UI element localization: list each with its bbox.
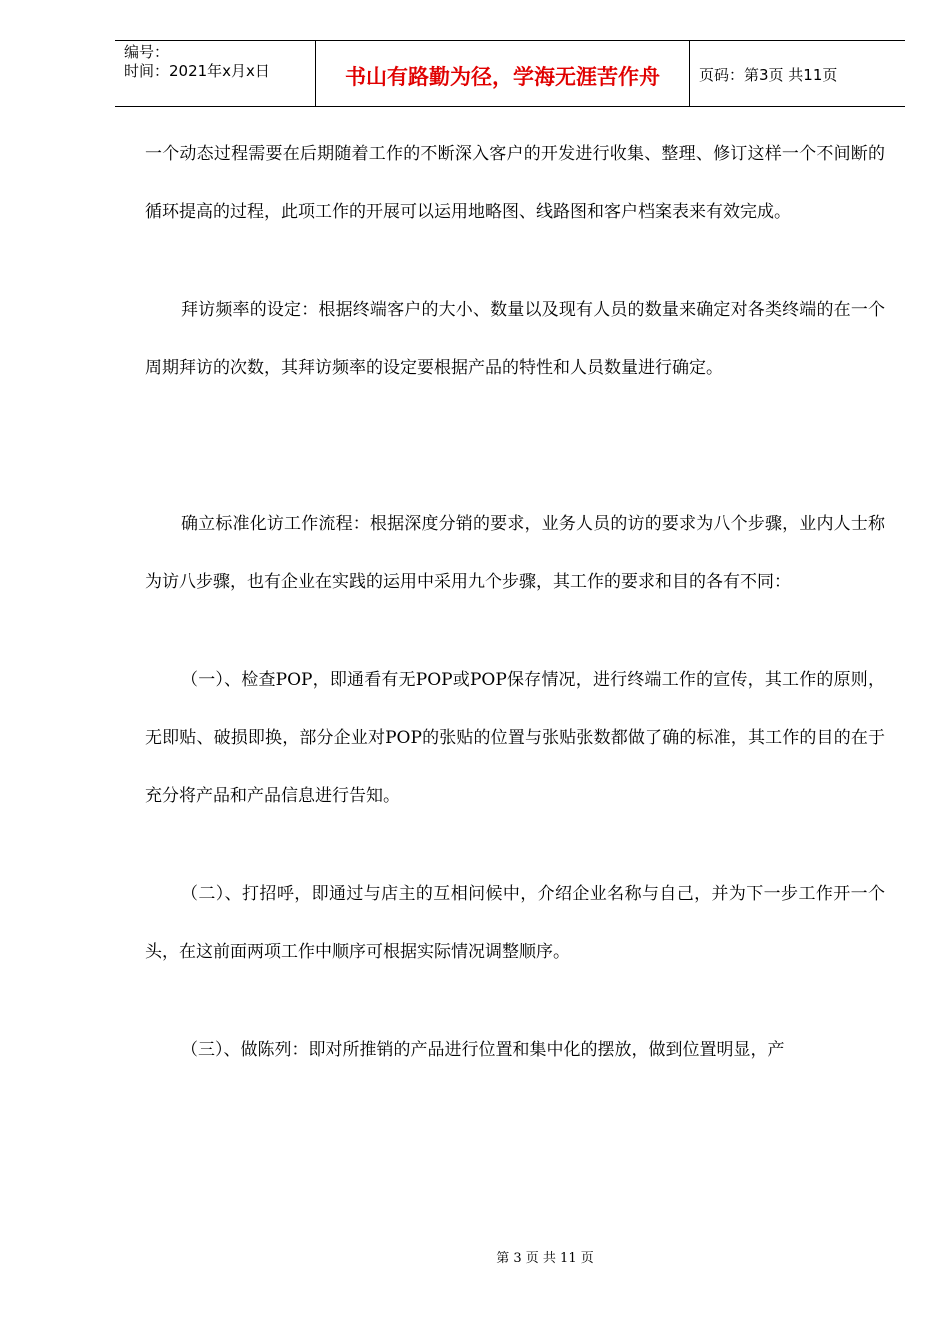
page-info-text: 页码：第3页 共11页 [699, 66, 838, 84]
serial-number-label: 编号： [124, 43, 170, 61]
paragraph-visit-workflow: 确立标准化访工作流程：根据深度分销的要求，业务人员的访的要求为八个步骤，业内人士称为访八步骤，也有企业在实践的运用中采用九个步骤，其工作的要求和目的各有不同： [145, 514, 885, 592]
paragraph-visit-frequency: 拜访频率的设定：根据终端客户的大小、数量以及现有人员的数量来确定对各类终端的在一个周期拜访的次数，其拜访频率的设定要根据产品的特性和人员数量进行确定。 [145, 300, 885, 378]
document-body [145, 125, 885, 1079]
header-meta [115, 41, 316, 106]
header-motto-cell [316, 41, 690, 106]
paragraph-step-3: （三）、做陈列：即对所推销的产品进行位置和集中化的摆放，做到位置明显，产 [181, 1040, 785, 1060]
page-footer: 第 3 页 共 11 页 [496, 1251, 594, 1266]
header-page-info [690, 41, 905, 106]
paragraph-step-2: （二）、打招呼，即通过与店主的互相问候中，介绍企业名称与自己，并为下一步工作开一个头，在这前面两项工作中顺序可根据实际情况调整顺序。 [145, 884, 885, 962]
page-header [115, 40, 905, 107]
motto-text: 书山有路勤为径，学海无涯苦作舟 [345, 64, 660, 89]
paragraph-continuation: 一个动态过程需要在后期随着工作的不断深入客户的开发进行收集、整理、修订这样一个不间断的循环提高的过程，此项工作的开展可以运用地略图、线路图和客户档案表来有效完成。 [145, 144, 885, 222]
date-label: 时间：2021年x月x日 [124, 62, 270, 80]
paragraph-step-1: （一）、检查POP，即通看有无POP或POP保存情况，进行终端工作的宣传，其工作的原则，无即贴、破损即换，部分企业对POP的张贴的位置与张贴张数都做了确的标准，其工作的目的在于充分将产品和产品信息进行告知。 [145, 670, 885, 806]
